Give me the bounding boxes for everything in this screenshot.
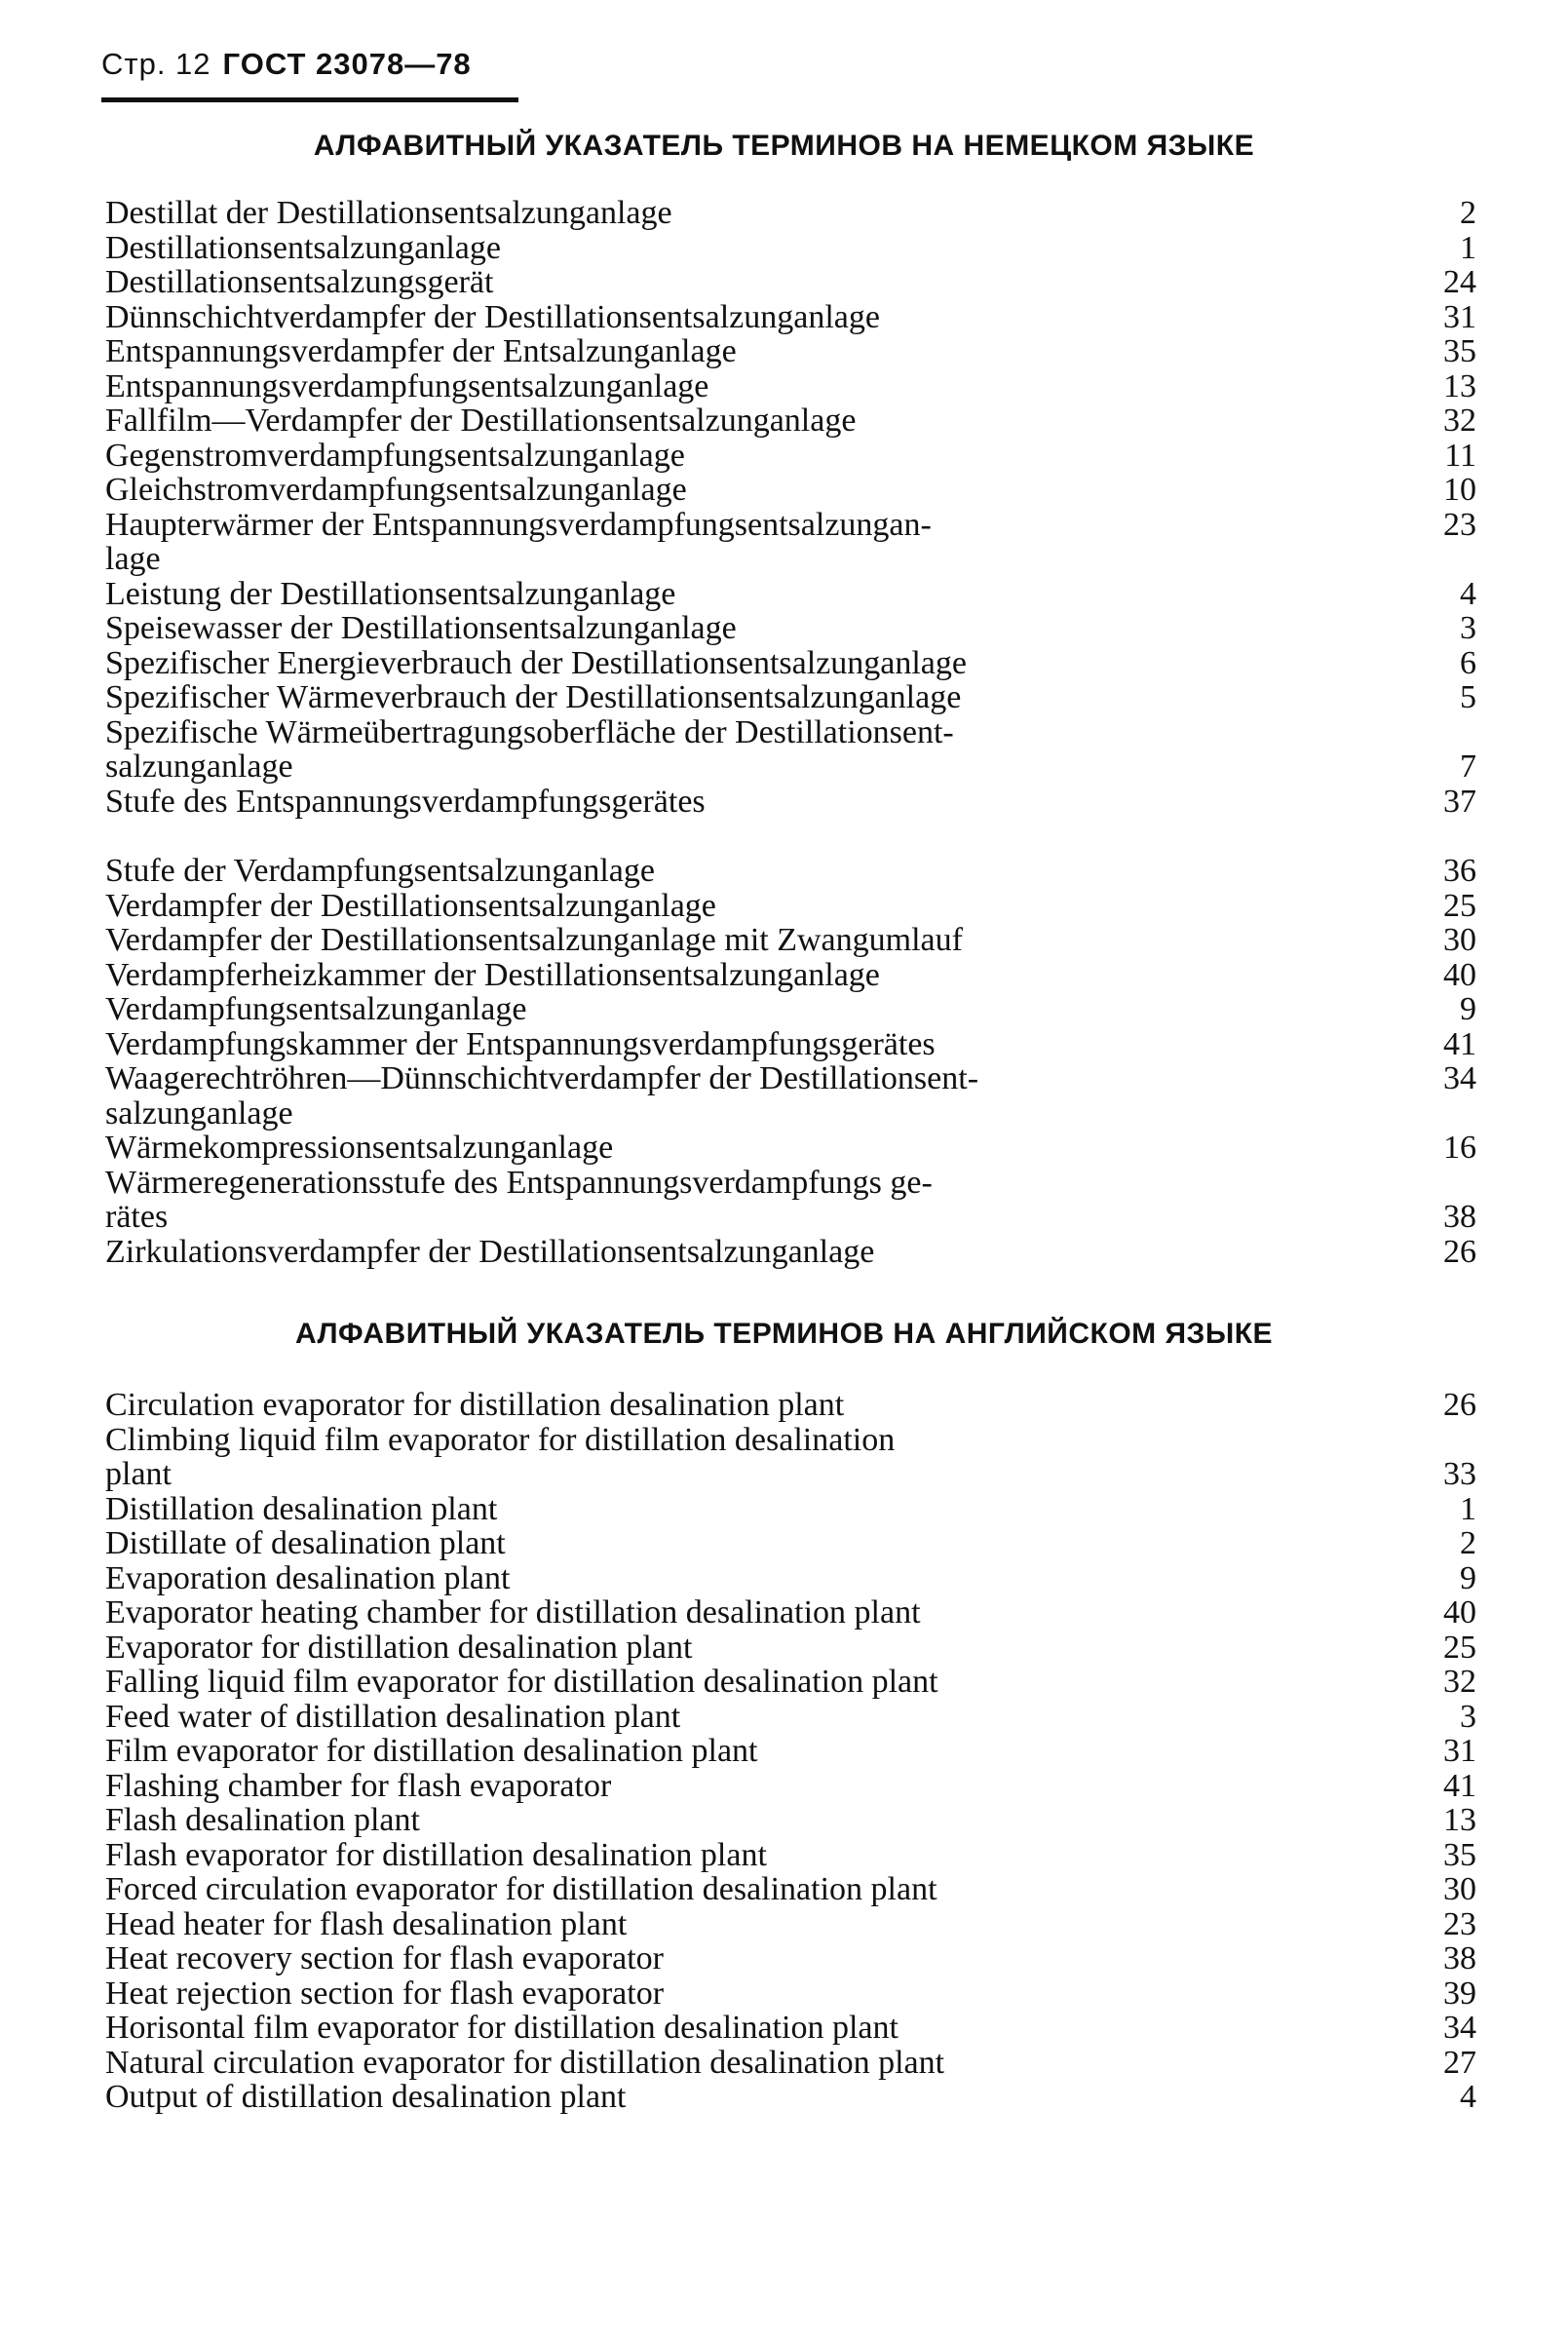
entry-term: Gegenstromverdampfungsentsalzunganlage	[105, 437, 685, 474]
index-entry	[97, 958, 1476, 993]
index-entry	[97, 680, 1476, 715]
index-entry	[97, 749, 1476, 785]
entry-term: Verdampferheizkammer der Destillationsentsalzunganlage	[105, 956, 880, 993]
index-entry	[97, 1457, 1476, 1492]
index-entry	[97, 992, 1476, 1027]
header-rule	[101, 97, 518, 102]
index-entry	[97, 2080, 1476, 2115]
entry-term: Haupterwärmer der Entspannungsverdampfungsentsalzungan-	[105, 506, 932, 543]
entry-term: Spezifische Wärmeübertragungsoberfläche der Destillationsent-	[105, 713, 954, 750]
index-entry	[97, 1838, 1476, 1873]
entry-term: Entspannungsverdampfer der Entsalzunganlage	[105, 333, 737, 369]
entry-number: 10	[1443, 472, 1476, 508]
entry-term: Feed water of distillation desalination plant	[105, 1698, 681, 1735]
entry-number: 6	[1460, 644, 1476, 681]
entry-number: 25	[1443, 1629, 1476, 1666]
entry-term: Verdampfungskammer der Entspannungsverdampfungsgerätes	[105, 1025, 936, 1062]
index-entry	[97, 1388, 1476, 1423]
entry-number: 26	[1443, 1233, 1476, 1270]
german-index-list	[97, 196, 1476, 1269]
entry-term: Spezifischer Energieverbrauch der Destillationsentsalzunganlage	[105, 644, 967, 681]
index-entry	[97, 611, 1476, 646]
entry-term: Spezifischer Wärmeverbrauch der Destillationsentsalzunganlage	[105, 679, 962, 715]
entry-term: Flash evaporator for distillation desalination plant	[105, 1836, 767, 1873]
entry-number: 36	[1443, 853, 1476, 889]
entry-number: 13	[1443, 367, 1476, 404]
entry-number: 31	[1443, 1733, 1476, 1769]
entry-number: 2	[1460, 195, 1476, 231]
index-entry	[97, 1803, 1476, 1838]
entry-term: plant	[105, 1456, 172, 1492]
entry-term: Distillate of desalination plant	[105, 1525, 506, 1561]
entry-term: Stufe des Entspannungsverdampfungsgerätes	[105, 783, 706, 820]
entry-number: 7	[1460, 748, 1476, 785]
index-entry	[97, 1561, 1476, 1596]
index-entry	[97, 231, 1476, 266]
index-entry	[97, 646, 1476, 681]
index-entry	[97, 1131, 1476, 1166]
index-entry	[97, 1941, 1476, 1976]
index-entry	[97, 1976, 1476, 2012]
index-entry	[97, 508, 1476, 543]
entry-term: Natural circulation evaporator for distillation desalination plant	[105, 2044, 945, 2081]
entry-number: 11	[1444, 437, 1476, 474]
entry-term: Head heater for flash desalination plant	[105, 1905, 628, 1942]
index-entry	[97, 300, 1476, 335]
entry-number: 1	[1460, 229, 1476, 266]
entry-number: 4	[1460, 2079, 1476, 2115]
index-entry	[97, 542, 1476, 577]
entry-number: 31	[1443, 298, 1476, 335]
entry-term: Flashing chamber for flash evaporator	[105, 1767, 612, 1804]
index-entry	[97, 1423, 1476, 1458]
index-entry	[97, 1096, 1476, 1132]
entry-term: Verdampfer der Destillationsentsalzunganlage mit Zwangumlauf	[105, 922, 963, 958]
entry-term: Verdampfer der Destillationsentsalzunganlage	[105, 887, 716, 924]
index-entry	[97, 1700, 1476, 1735]
entry-term: Dünnschichtverdampfer der Destillationsentsalzunganlage	[105, 298, 880, 335]
entry-term: Film evaporator for distillation desalination plant	[105, 1733, 758, 1769]
index-entry	[97, 1769, 1476, 1804]
entry-number: 38	[1443, 1940, 1476, 1976]
index-entry	[97, 265, 1476, 300]
index-entry	[97, 1526, 1476, 1561]
entry-number: 3	[1460, 1698, 1476, 1735]
entry-term: salzunganlage	[105, 1094, 293, 1132]
entry-number: 34	[1443, 2010, 1476, 2046]
entry-term: Gleichstromverdampfungsentsalzunganlage	[105, 472, 687, 508]
entry-term: Circulation evaporator for distillation desalination plant	[105, 1387, 845, 1423]
entry-number: 38	[1443, 1199, 1476, 1235]
entry-term: Stufe der Verdampfungsentsalzunganlage	[105, 853, 655, 889]
index-entry	[97, 785, 1476, 820]
index-entry	[97, 1907, 1476, 1942]
index-entry	[97, 403, 1476, 439]
entry-term: Evaporation desalination plant	[105, 1559, 511, 1596]
entry-number: 32	[1443, 1664, 1476, 1700]
german-index-title: АЛФАВИТНЫЙ УКАЗАТЕЛЬ ТЕРМИНОВ НА НЕМЕЦКОМ ЯЗЫКЕ	[313, 130, 1255, 162]
entry-number: 25	[1443, 887, 1476, 924]
entry-term: Evaporator heating chamber for distillation desalination plant	[105, 1594, 921, 1630]
entry-term: lage	[105, 541, 161, 577]
entry-number: 23	[1443, 1905, 1476, 1942]
entry-number: 32	[1443, 403, 1476, 439]
entry-term: Forced circulation evaporator for distillation desalination plant	[105, 1871, 937, 1907]
index-entry	[97, 854, 1476, 889]
entry-number: 23	[1443, 506, 1476, 543]
entry-number: 2	[1460, 1525, 1476, 1561]
index-entry	[97, 2011, 1476, 2046]
index-entry	[97, 1665, 1476, 1700]
index-entry	[97, 1200, 1476, 1235]
entry-term: Verdampfungsentsalzunganlage	[105, 991, 527, 1027]
entry-number: 35	[1443, 1836, 1476, 1873]
entry-number: 16	[1443, 1130, 1476, 1166]
entry-number: 37	[1443, 783, 1476, 820]
entry-number: 24	[1443, 264, 1476, 300]
entry-number: 13	[1443, 1802, 1476, 1838]
index-entry	[97, 1235, 1476, 1270]
index-entry	[97, 923, 1476, 958]
entry-number: 1	[1460, 1490, 1476, 1527]
entry-number: 41	[1443, 1025, 1476, 1062]
entry-term: Speisewasser der Destillationsentsalzunganlage	[105, 610, 737, 646]
entry-number: 3	[1460, 610, 1476, 646]
entry-term: Destillationsentsalzungsgerät	[105, 264, 494, 300]
index-entry	[97, 369, 1476, 404]
index-entry	[97, 334, 1476, 369]
entry-term: salzunganlage	[105, 748, 293, 785]
entry-term: Climbing liquid film evaporator for distillation desalination	[105, 1421, 896, 1458]
entry-term: Heat recovery section for flash evaporator	[105, 1940, 665, 1976]
entry-term: Fallfilm—Verdampfer der Destillationsentsalzunganlage	[105, 403, 857, 439]
index-entry	[97, 2046, 1476, 2081]
index-entry	[97, 889, 1476, 924]
index-entry	[97, 439, 1476, 474]
entry-number: 39	[1443, 1975, 1476, 2012]
entry-number: 34	[1443, 1060, 1476, 1096]
english-index-title: АЛФАВИТНЫЙ УКАЗАТЕЛЬ ТЕРМИНОВ НА АНГЛИЙСКОМ ЯЗЫКЕ	[294, 1318, 1274, 1350]
english-index-list	[97, 1388, 1476, 2115]
entry-term: Entspannungsverdampfungsentsalzunganlage	[105, 367, 709, 404]
entry-number: 30	[1443, 922, 1476, 958]
entry-number: 40	[1443, 1594, 1476, 1630]
page-header	[101, 47, 472, 82]
entry-term: Output of distillation desalination plant	[105, 2079, 627, 2115]
index-entry	[97, 1734, 1476, 1769]
entry-number: 9	[1460, 1559, 1476, 1596]
entry-term: Distillation desalination plant	[105, 1490, 498, 1527]
index-entry	[97, 1061, 1476, 1096]
entry-number: 27	[1443, 2044, 1476, 2081]
entry-term: Horisontal film evaporator for distillation desalination plant	[105, 2010, 899, 2046]
entry-term: Wärmeregenerationsstufe des Entspannungsverdampfungs ge-	[105, 1164, 933, 1201]
index-entry	[97, 1166, 1476, 1201]
entry-term: Evaporator for distillation desalination plant	[105, 1629, 693, 1666]
entry-number: 41	[1443, 1767, 1476, 1804]
index-entry	[97, 196, 1476, 231]
index-entry	[97, 1872, 1476, 1907]
entry-term: rätes	[105, 1199, 169, 1235]
entry-number: 4	[1460, 575, 1476, 612]
entry-number: 30	[1443, 1871, 1476, 1907]
entry-term: Destillationsentsalzunganlage	[105, 229, 501, 266]
entry-term: Leistung der Destillationsentsalzunganlage	[105, 575, 676, 612]
index-entry	[97, 1027, 1476, 1062]
entry-term: Wärmekompressionsentsalzunganlage	[105, 1130, 614, 1166]
entry-number: 5	[1460, 679, 1476, 715]
entry-number: 35	[1443, 333, 1476, 369]
index-entry	[97, 1595, 1476, 1630]
entry-term: Flash desalination plant	[105, 1802, 420, 1838]
index-entry	[97, 577, 1476, 612]
entry-term: Destillat der Destillationsentsalzunganlage	[105, 195, 672, 231]
index-entry	[97, 1492, 1476, 1527]
standard-number: ГОСТ 23078—78	[222, 47, 472, 81]
index-entry	[97, 473, 1476, 508]
entry-number: 9	[1460, 991, 1476, 1027]
index-entry	[97, 1630, 1476, 1666]
entry-term: Zirkulationsverdampfer der Destillationsentsalzunganlage	[105, 1233, 875, 1270]
entry-number: 40	[1443, 956, 1476, 993]
index-entry	[97, 715, 1476, 750]
entry-number: 33	[1443, 1456, 1476, 1492]
entry-term: Falling liquid film evaporator for distillation desalination plant	[105, 1664, 938, 1700]
entry-number: 26	[1443, 1387, 1476, 1423]
entry-term: Heat rejection section for flash evaporator	[105, 1975, 665, 2012]
page-label: Стр. 12	[101, 47, 211, 81]
entry-term: Waagerechtröhren—Dünnschichtverdampfer der Destillationsent-	[105, 1060, 979, 1096]
